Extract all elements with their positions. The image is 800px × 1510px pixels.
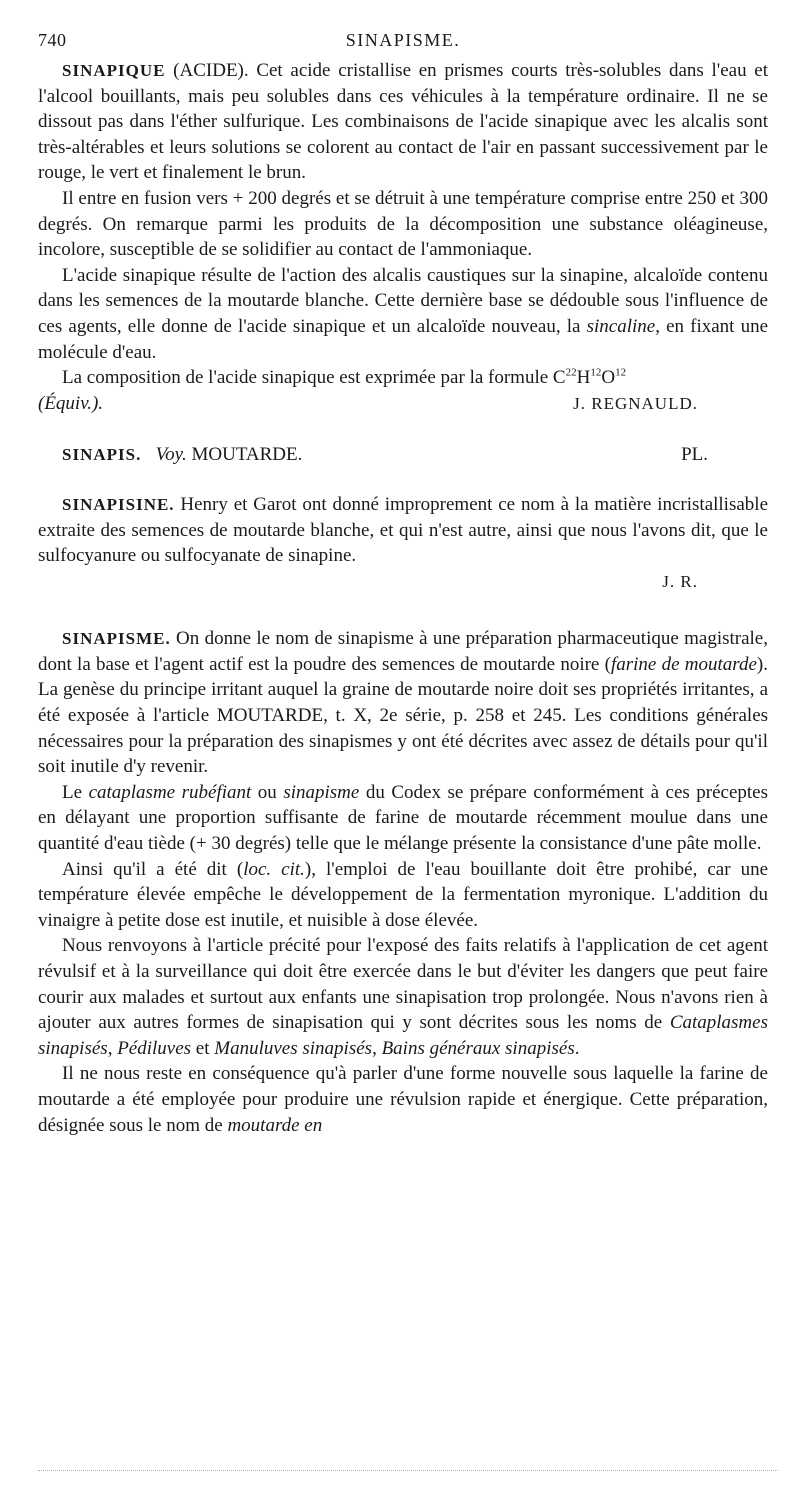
paragraph-text: Il entre en fusion vers + 200 degrés et se détruit à une température comprise entre 250 et 300 degrés. On remarque parmi les produits de la décomposition une substance oléagineuse, incolore, susceptible de se solidifier au contact de l'ammoniaque.	[38, 187, 768, 261]
entry-title: SINAPIQUE	[62, 61, 166, 80]
italic-term: sinapisme	[283, 781, 360, 803]
entry-paragraph	[38, 58, 768, 186]
entry-paragraph	[38, 186, 768, 263]
italic-term: Pédiluves	[117, 1037, 192, 1059]
paragraph-text: Henry et Garot ont donné improprement ce nom à la matière incristallisable extraite des semences de moutarde blanche, et qui n'est autre, ainsi que nous l'avons dit, que le sulfocyanure ou sulfocyanate de sinapine.	[38, 493, 768, 567]
see-reference-label: Voy.	[155, 444, 187, 466]
cross-reference[interactable]: MOUTARDE.	[191, 444, 303, 466]
entry-paragraph: Nous renvoyons à l'article précité pour l'exposé des faits relatifs à l'application de cet agent révulsif et à la surveillance qui doit être exercée dans le but d'éviter les dangers que peut faire courir aux malades et surtout aux enfants une sinapisation trop prolongée. Nous n'avons rien à ajouter aux autres formes de sinapisation qui y sont décrites sous les noms de Cataplasmes sinapisés, Pédiluves et Manuluves sinapisés, Bains généraux sinapisés.	[38, 935, 768, 1059]
entry-qualifier: (ACIDE).	[173, 60, 249, 81]
equiv-note: (Équiv.).	[38, 392, 104, 414]
paragraph-text: Nous renvoyons à l'article précité pour l'exposé des faits relatifs à l'application de cet agent révulsif et à la surveillance qui doit être exercée dans le but d'éviter les dangers que peut faire courir aux malades et surtout aux enfants une sinapisation trop prolongée. Nous n'avons rien à ajouter aux autres formes de sinapisation qui y sont décrites sous les noms de	[38, 935, 768, 1034]
equiv-line	[38, 391, 768, 417]
author-signature: J. REGNAULD.	[573, 393, 698, 413]
bleed-through-rule	[38, 1470, 778, 1473]
italic-term: farine de moutarde	[610, 653, 757, 675]
italic-term: cataplasme rubéfiant	[88, 781, 252, 803]
entry-title: SINAPISME.	[62, 629, 171, 649]
paragraph-text: du Codex se prépare conformément à ces préceptes en délayant une proportion suffisante de farine de moutarde récemment moulue dans une quantité d'eau tiède (+ 30 degrés) telle que le mélange présente la consistance d'une pâte molle.	[38, 781, 769, 855]
paragraph-text: ou	[257, 781, 277, 803]
entry-paragraph	[38, 365, 768, 391]
entry-paragraph	[38, 1061, 768, 1138]
paragraph-text: Il ne nous reste en conséquence qu'à parler d'une forme nouvelle sous laquelle la farine de moutarde a été employée pour produire une révulsion rapide et énergique. Cette préparation, désignée sous le nom de	[38, 1063, 768, 1136]
running-title: SINAPISME.	[345, 30, 461, 50]
entry-title: SINAPIS.	[62, 445, 142, 465]
paragraph-text: Le	[62, 781, 83, 803]
entry-sinapis	[38, 442, 768, 468]
entry-paragraph	[38, 492, 768, 569]
cross-reference[interactable]: MOUTARDE	[216, 705, 324, 727]
paragraph-text: L'acide sinapique résulte de l'action des alcalis caustiques sur la sinapine, alcaloïde contenu dans les semences de la moutarde blanche. Cette dernière base se dédouble sous l'influence de ces agents, elle donne de l'acide sinapique et un alcaloïde nouveau, la	[38, 264, 768, 337]
page-number: 740	[38, 30, 67, 50]
italic-term: sincaline	[586, 315, 656, 337]
document-page	[38, 30, 768, 1138]
entry-sinapisine	[38, 492, 768, 594]
entry-paragraph	[38, 263, 768, 365]
paragraph-text: , en fixant une molécule d'eau.	[38, 315, 769, 363]
paragraph-text: La composition de l'acide sinapique est exprimée par la formule	[62, 367, 549, 389]
entry-paragraph	[38, 626, 768, 780]
paragraph-text: ), l'emploi de l'eau bouillante doit être prohibé, car une température élevée empêche le développement de la fermentation myronique. L'addition du vinaigre à petite dose est inutile, et nuisible à dose élevée.	[38, 858, 768, 931]
author-signature: PL.	[681, 444, 708, 466]
italic-term: Bains généraux sinapisés	[381, 1037, 575, 1059]
italic-term: moutarde en	[227, 1114, 323, 1136]
entry-paragraph	[38, 857, 768, 934]
page-header	[38, 30, 768, 58]
italic-term: loc. cit.	[243, 858, 305, 880]
paragraph-text: , t. X, 2e série, p. 258 et 245. Les conditions générales nécessaires pour la préparation des sinapismes y ont été décrites avec assez de détails pour qu'il soit inutile d'y revenir.	[38, 705, 769, 778]
chemical-formula: $C^{22}H^{12}O^{12}$	[552, 366, 627, 389]
paragraph-text: On donne le nom de sinapisme à une préparation pharmaceutique magistrale, dont la base et l'agent actif est la poudre des semences de moutarde noire (	[38, 628, 768, 675]
italic-term: Manuluves sinapisés	[214, 1037, 373, 1059]
entry-title: SINAPISINE.	[62, 494, 175, 514]
paragraph-text: Cet acide cristallise en prismes courts très-solubles dans l'eau et l'alcool bouillants, mais peu solubles dans ces véhicules à la température ordinaire. Il ne se dissout pas dans l'éther sulfurique. Les combinaisons de l'acide sinapique avec les alcalis sont très-altérables et leurs solutions se colorent au contact de l'air en passant successivement par le rouge, le vert et finalement le brun.	[38, 60, 769, 184]
paragraph-text: Ainsi qu'il a été dit (	[62, 858, 244, 880]
author-signature: J. R.	[662, 571, 698, 591]
entry-paragraph	[38, 780, 768, 857]
entry-sinapisme	[38, 626, 768, 1138]
paragraph-text: et	[195, 1037, 210, 1059]
italic-term: Cataplasmes sinapisés	[38, 1012, 768, 1059]
paragraph-text: ). La genèse du principe irritant auquel la graine de moutarde noire doit ses propriétés irritantes, a été exposée à l'article	[38, 653, 768, 727]
entry-sinapique	[38, 58, 768, 416]
